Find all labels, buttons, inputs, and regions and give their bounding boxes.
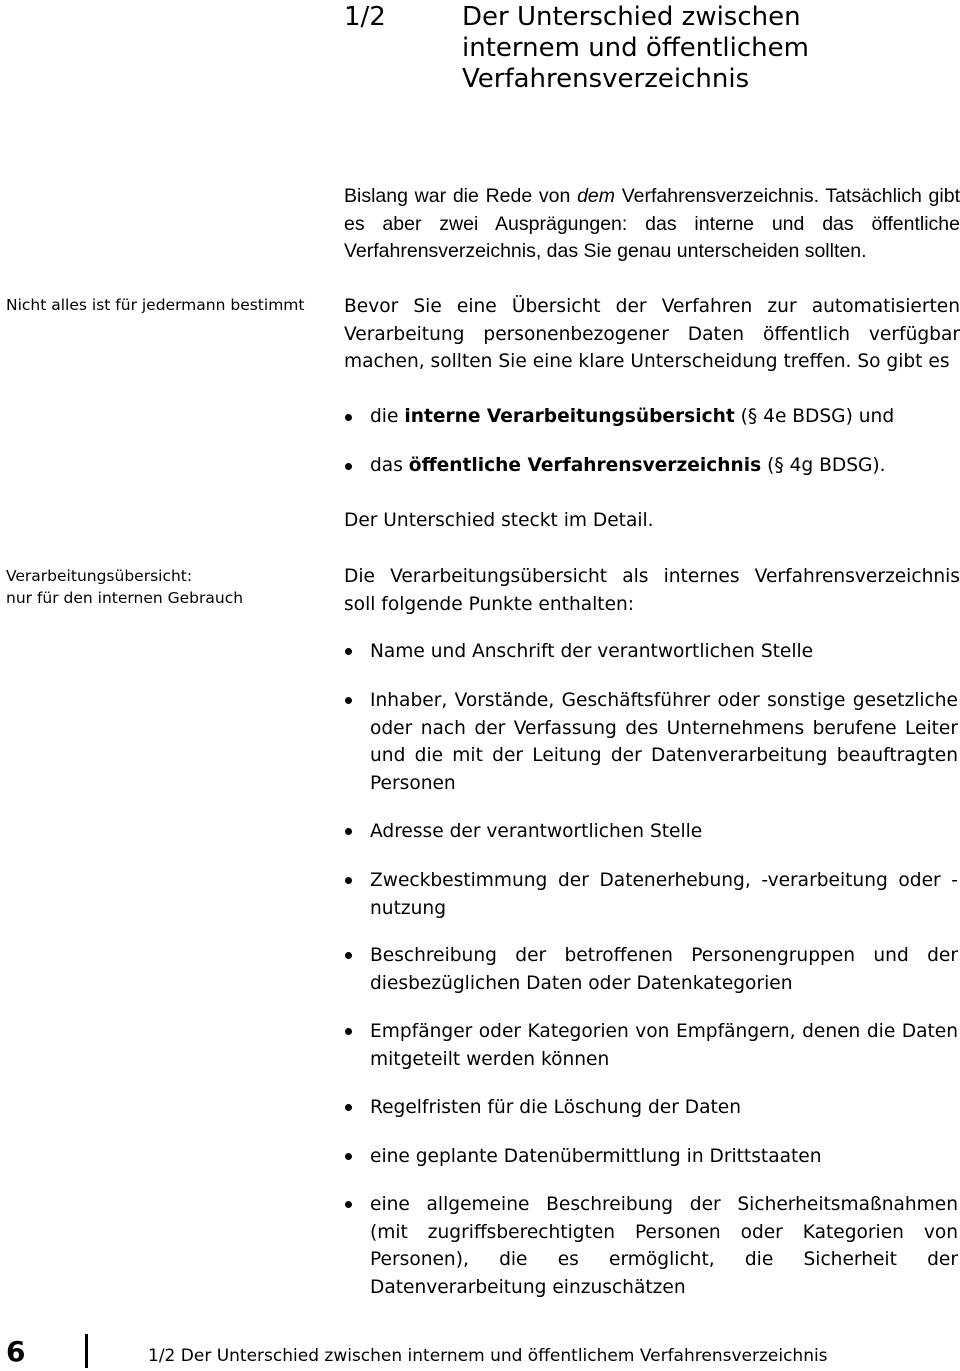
body-paragraph: Bevor Sie eine Übersicht der Verfahren zur automatisierten Verarbeitung personenbezogener Daten öffentlich verfügbar machen, sollten Sie eine klare Unterscheidung treffen. So gibt es <box>344 296 960 372</box>
section-number: 1/2 <box>344 2 386 32</box>
bullet-icon <box>345 414 352 421</box>
bullet-icon <box>345 648 352 655</box>
bullet-icon <box>345 1104 352 1111</box>
bullet-icon <box>345 1201 352 1208</box>
list-item-bold: interne Verarbeitungsübersicht <box>404 406 735 427</box>
bullet-icon <box>345 1028 352 1035</box>
page-title-line: Verfahrensverzeichnis <box>462 64 750 94</box>
intro-paragraph <box>344 183 960 266</box>
page-title-line: Der Unterschied zwischen <box>462 2 801 32</box>
margin-note-line: nur für den internen Gebrauch <box>6 589 244 607</box>
list-item: Name und Anschrift der verantwortlichen Stelle <box>370 641 814 662</box>
list-item-text: (§ 4e BDSG) und <box>734 406 895 427</box>
margin-note: Nicht alles ist für jedermann bestimmt <box>6 296 305 314</box>
list-item: Inhaber, Vorstände, Geschäftsführer oder sonstige gesetzliche oder nach der Verfassung des Unternehmens berufene Leiter und die mit der Leitung der Datenverarbeitung beauftragten Personen <box>370 690 958 794</box>
intro-text: Bislang war die Rede von <box>344 185 578 207</box>
bullet-icon <box>345 1153 352 1160</box>
list-item-bold: öffentliche Verfahrensverzeichnis <box>408 455 762 476</box>
list-item: eine geplante Datenübermittlung in Drittstaaten <box>370 1146 822 1167</box>
intro-text: Verfahrensverzeichnis. Tatsächlich gibt es aber zwei Ausprägungen: das interne und das öffentliche Verfahrensverzeichnis, das Sie genau unterscheiden sollten. <box>344 185 960 262</box>
margin-note <box>6 565 306 609</box>
list-item <box>370 452 958 480</box>
list-item: Beschreibung der betroffenen Personengruppen und der diesbezüglichen Daten oder Datenkategorien <box>370 945 958 994</box>
list-item-text: das <box>370 455 409 476</box>
bullet-icon <box>345 877 352 884</box>
list-item-text: (§ 4g BDSG). <box>761 455 886 476</box>
margin-note-line: Verarbeitungsübersicht: <box>6 567 193 585</box>
bullet-icon <box>345 697 352 704</box>
list-item <box>370 403 958 431</box>
footer-divider <box>85 1334 88 1368</box>
list-item: Zweckbestimmung der Datenerhebung, -verarbeitung oder -nutzung <box>370 870 958 919</box>
page-number: 6 <box>6 1335 26 1368</box>
bullet-icon <box>345 828 352 835</box>
list-item: Empfänger oder Kategorien von Empfängern, denen die Daten mitgeteilt werden können <box>370 1021 958 1070</box>
list-item-text: die <box>370 406 405 427</box>
closing-line: Der Unterschied steckt im Detail. <box>344 510 654 531</box>
bullet-icon <box>345 952 352 959</box>
page-title-line: internem und öffentlichem <box>462 33 809 63</box>
list-item: Adresse der verantwortlichen Stelle <box>370 821 703 842</box>
intro-emphasis: dem <box>577 185 616 207</box>
bullet-icon <box>345 463 352 470</box>
page-title <box>462 2 942 95</box>
running-title: 1/2 Der Unterschied zwischen internem und öffentlichem Verfahrensverzeichnis <box>148 1346 828 1366</box>
body-paragraph: Die Verarbeitungsübersicht als internes Verfahrensverzeichnis soll folgende Punkte enthalten: <box>344 566 960 615</box>
list-item: eine allgemeine Beschreibung der Sicherheitsmaßnahmen (mit zugriffsberechtigten Personen oder Kategorien von Personen), die es ermöglicht, die Sicherheit der Datenverarbeitung einzuschätzen <box>370 1194 958 1298</box>
list-item: Regelfristen für die Löschung der Daten <box>370 1097 742 1118</box>
